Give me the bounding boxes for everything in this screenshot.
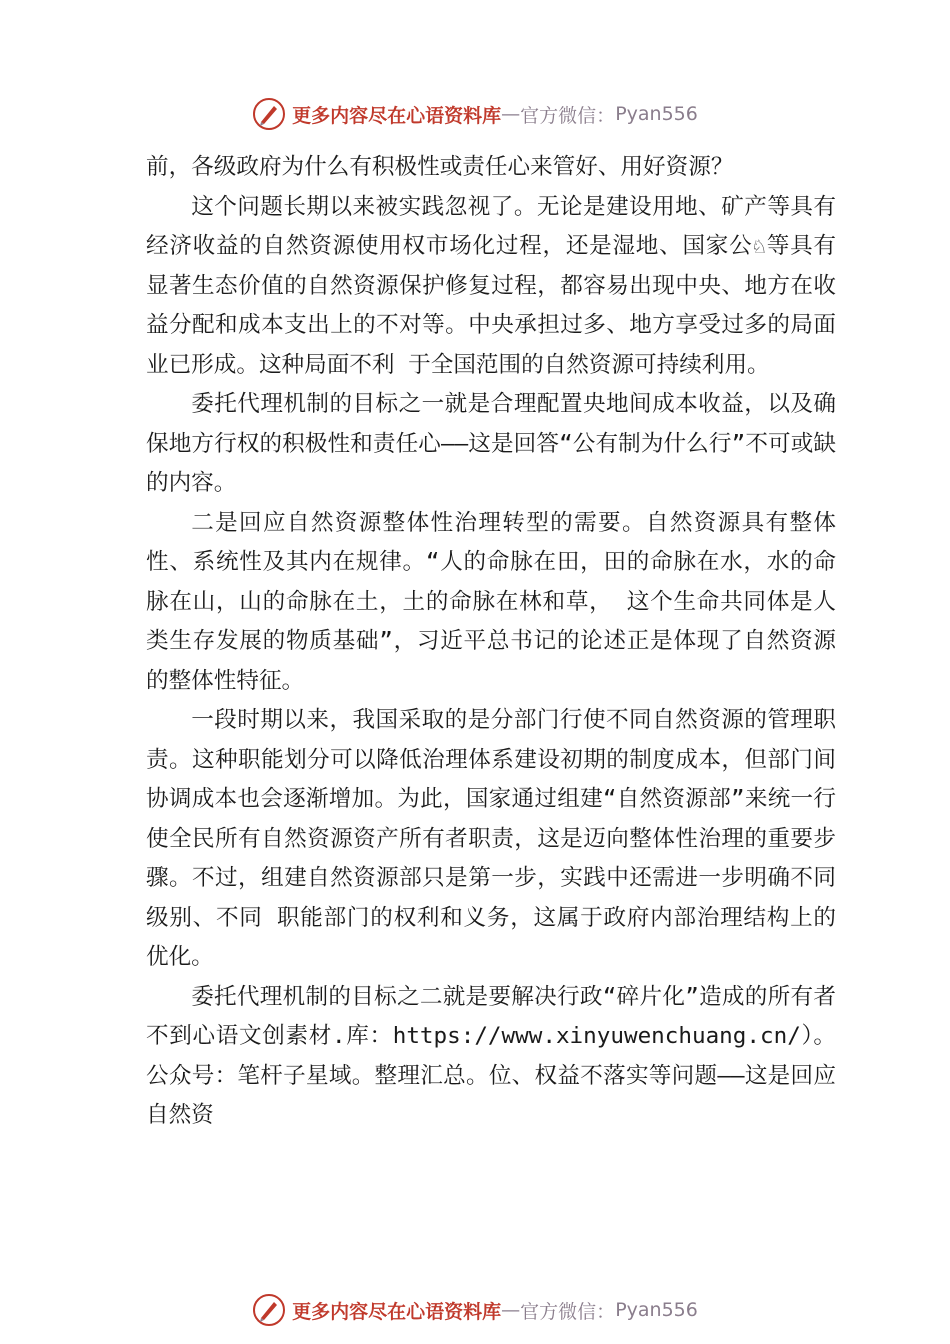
banner-official-label: 官方微信： (520, 1300, 616, 1323)
paragraph: 二是回应自然资源整体性治理转型的需要。自然资源具有整体性、系统性及其内在规律。“人的命脉在田，田的命脉在水，水的命脉在山，山的命脉在土，土的命脉在林和草， 这个生命共同体是人类生存发展的物质基础”，习近平总书记的论述正是体现了自然资源的整体性特征。 (146, 509, 836, 694)
paragraph: 委托代理机制的目标之二就是要解决行政“碎片化”造成的所有者不到心语文创素材.库：https://www.xinyuwenchuang.cn/）。公众号：笔杆子星域。整理汇总。位、权益不落实等问题——这是回应自然资 (146, 983, 836, 1128)
banner-wechat-id: Pyan556 (615, 103, 698, 125)
banner-main-text: 更多内容尽在心语资料库 (292, 1300, 502, 1323)
paragraph: 这个问题长期以来被实践忽视了。无论是建设用地、矿产等具有经济收益的自然资源使用权市场化过程，还是湿地、国家公♘等具有显著生态价值的自然资源保护修复过程，都容易出现中央、地方在收益分配和成本支出上的不对等。中央承担过多、地方享受过多的局面业已形成。这种局面不利 于全国范围的自然资源可持续利用。 (146, 193, 836, 378)
banner-dash: — (501, 103, 521, 125)
banner-official-label: 官方微信： (520, 104, 616, 127)
pen-logo-icon (252, 1293, 286, 1327)
paragraph: 委托代理机制的目标之一就是合理配置央地间成本收益，以及确保地方行权的积极性和责任心——这是回答“公有制为什么行”不可或缺的内容。 (146, 391, 836, 496)
banner-wechat-id: Pyan556 (615, 1299, 698, 1321)
pen-logo-icon (252, 97, 286, 131)
document-body (146, 148, 836, 1136)
paragraph: 一段时期以来，我国采取的是分部门行使不同自然资源的管理职责。这种职能划分可以降低治理体系建设初期的制度成本，但部门间协调成本也会逐渐增加。为此，国家通过组建“自然资源部”来统一行使全民所有自然资源资产所有者职责，这是迈向整体性治理的重要步骤。不过，组建自然资源部只是第一步，实践中还需进一步明确不同级别、不同 职能部门的权利和义务，这属于政府内部治理结构上的优化。 (146, 707, 836, 970)
banner-dash: — (501, 1299, 521, 1321)
paragraph: 前，各级政府为什么有积极性或责任心来管好、用好资源？ (146, 154, 734, 180)
banner-main-text: 更多内容尽在心语资料库 (292, 104, 502, 127)
footer-banner (0, 1290, 950, 1330)
header-banner (0, 94, 950, 134)
